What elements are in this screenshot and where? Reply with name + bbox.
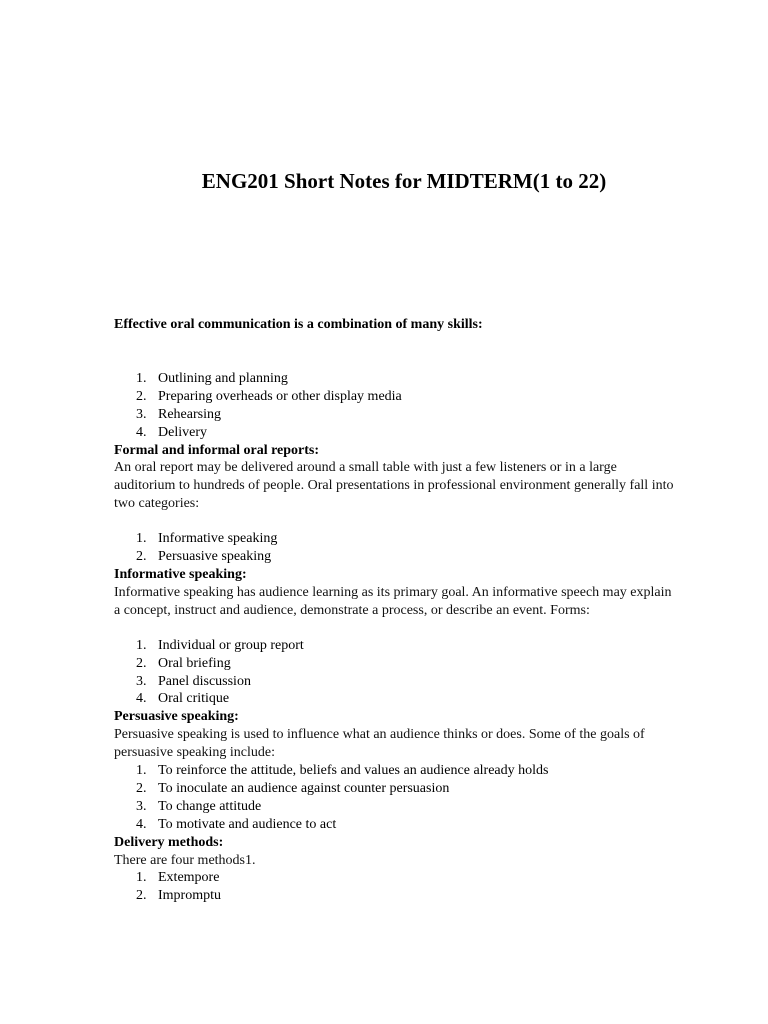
list-item-text: To inoculate an audience against counter persuasion — [158, 780, 450, 796]
list-item-text: Extempore — [158, 870, 220, 886]
list-item: 1. Individual or group report — [136, 637, 304, 653]
methods-list — [114, 869, 674, 905]
skills-list — [114, 370, 674, 442]
list-item-text: Outlining and planning — [158, 370, 288, 386]
list-item: 1. To reinforce the attitude, beliefs and values an audience already holds — [136, 763, 549, 779]
forms-list — [114, 637, 674, 709]
reports-paragraph: An oral report may be delivered around a small table with just a few listeners or in a large auditorium to hundreds of people. Oral presentations in professional environment generally fall into two categories: — [114, 460, 674, 512]
list-item: 4. To motivate and audience to act — [136, 816, 337, 832]
document-body — [114, 316, 674, 905]
list-item: 2. Preparing overheads or other display media — [136, 388, 402, 404]
list-item: 3. Panel discussion — [136, 673, 251, 689]
list-item-text: Impromptu — [158, 888, 221, 904]
informative-heading: Informative speaking: — [114, 566, 247, 582]
list-item-text: Rehearsing — [158, 406, 221, 422]
list-item: 2. Oral briefing — [136, 655, 231, 671]
categories-list — [114, 530, 674, 566]
list-item-text: Oral briefing — [158, 655, 231, 671]
delivery-paragraph: There are four methods1. — [114, 852, 256, 868]
page-title: ENG201 Short Notes for MIDTERM(1 to 22) — [201, 169, 607, 193]
spacer — [114, 513, 674, 530]
list-item-text: Individual or group report — [158, 637, 304, 653]
list-item: 4. Delivery — [136, 424, 207, 440]
list-item-text: Preparing overheads or other display media — [158, 388, 402, 404]
list-item-text: To reinforce the attitude, beliefs and values an audience already holds — [158, 763, 549, 779]
delivery-heading: Delivery methods: — [114, 834, 224, 850]
list-item-text: To change attitude — [158, 798, 262, 814]
list-item: 2. Persuasive speaking — [136, 549, 272, 565]
skills-heading: Effective oral communication is a combination of many skills: — [114, 317, 483, 332]
goals-list — [114, 762, 674, 834]
informative-paragraph: Informative speaking has audience learning as its primary goal. An informative speech may explain a concept, instruct and audience, demonstrate a process, or describe an event. Forms: — [114, 584, 672, 618]
list-item-text: Delivery — [158, 424, 207, 440]
spacer — [114, 334, 674, 370]
list-item: 1. Extempore — [136, 870, 220, 886]
list-item: 1. Informative speaking — [136, 531, 278, 547]
list-item-text: Oral critique — [158, 691, 230, 707]
list-item-text: To motivate and audience to act — [158, 816, 337, 832]
list-item-text: Panel discussion — [158, 673, 251, 689]
list-item: 2. Impromptu — [136, 888, 221, 904]
list-item-text: Persuasive speaking — [158, 549, 272, 565]
list-item: 3. To change attitude — [136, 798, 262, 814]
spacer — [114, 620, 674, 637]
list-item: 3. Rehearsing — [136, 406, 221, 422]
persuasive-paragraph: Persuasive speaking is used to influence what an audience thinks or does. Some of the goals of persuasive speaking include: — [114, 727, 645, 761]
list-item: 4. Oral critique — [136, 691, 230, 707]
persuasive-heading: Persuasive speaking: — [114, 709, 239, 725]
reports-heading: Formal and informal oral reports: — [114, 442, 320, 458]
list-item: 2. To inoculate an audience against counter persuasion — [136, 780, 450, 796]
list-item-text: Informative speaking — [158, 531, 278, 547]
list-item: 1. Outlining and planning — [136, 370, 288, 386]
